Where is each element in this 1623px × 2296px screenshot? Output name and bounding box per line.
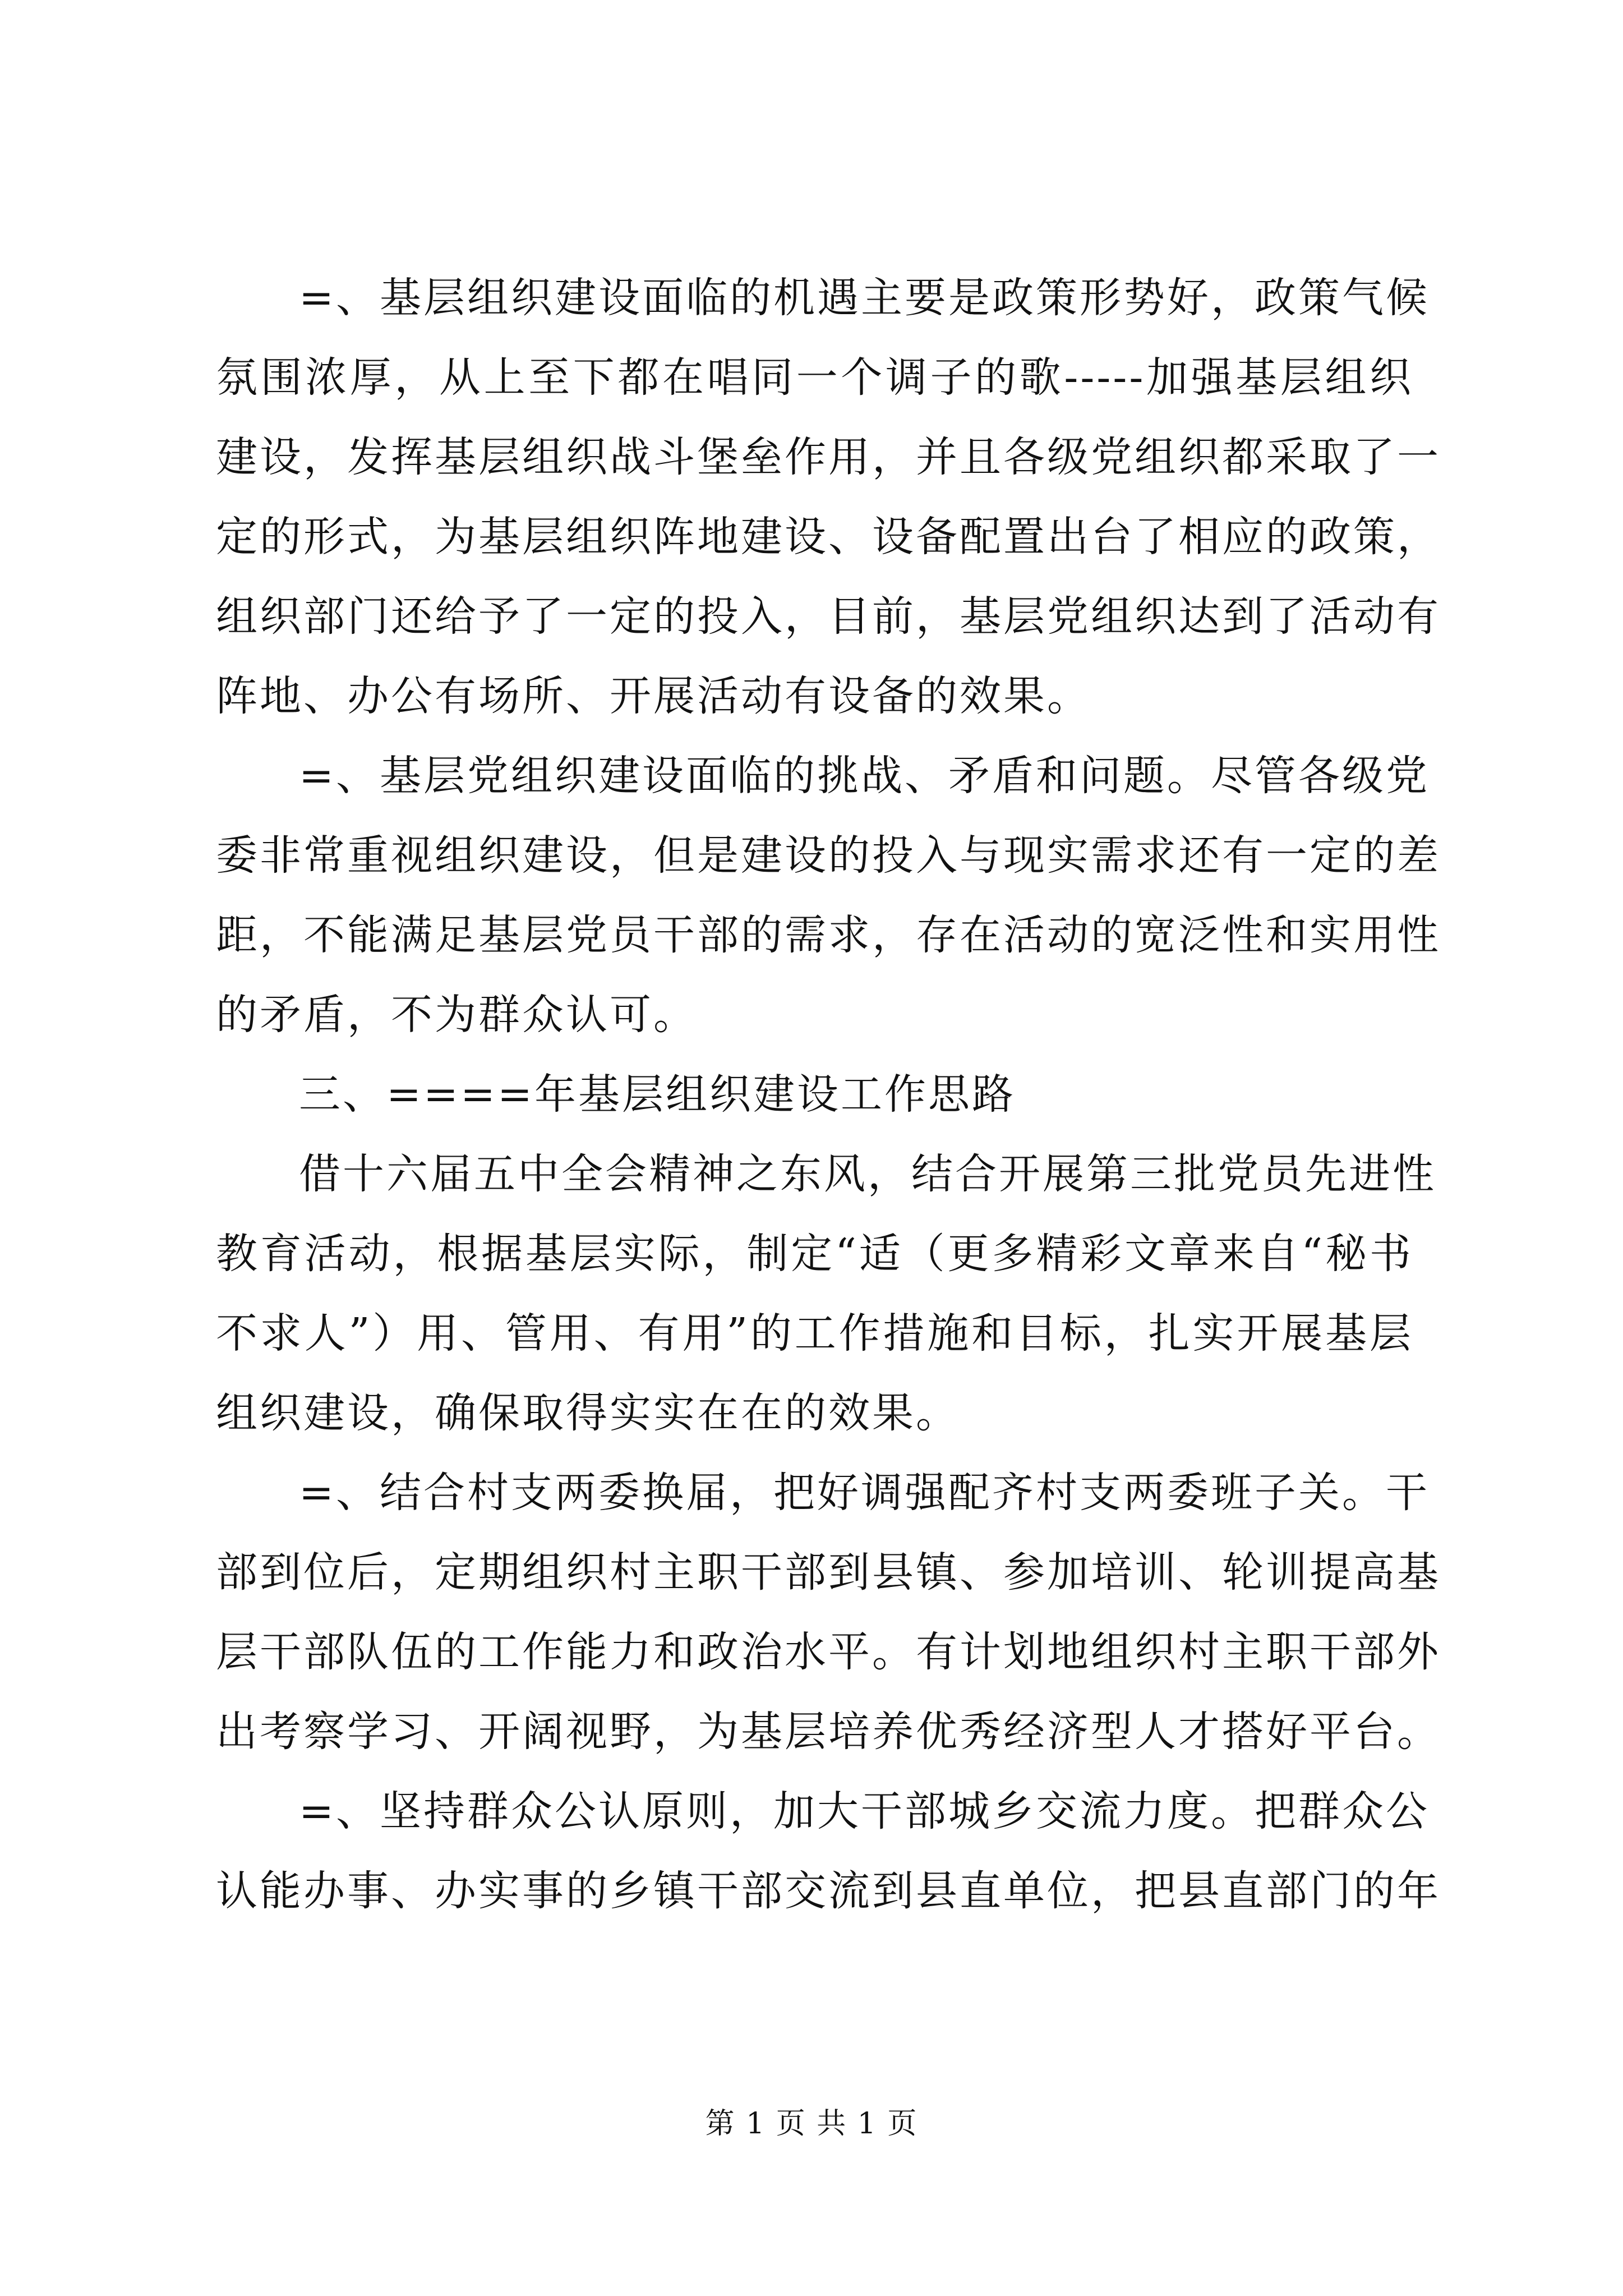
text-line: 教育活动，根据基层实际，制定“适（更多精彩文章来自“秘书 [216,1230,1413,1278]
text-line: =、基层组织建设面临的机遇主要是政策形势好，政策气候 [299,274,1430,322]
text-line: 出考察学习、开阔视野，为基层培养优秀经济型人才搭好平台。 [216,1708,1441,1756]
text-line: 组织部门还给予了一定的投入，目前，基层党组织达到了活动有 [216,592,1441,641]
text-line: 定的形式，为基层组织阵地建设、设备配置出台了相应的政策， [216,513,1441,561]
document-body [216,258,1441,1931]
text-line: 组织建设，确保取得实实在在的效果。 [216,1389,960,1437]
text-line: =、结合村支两委换届，把好调强配齐村支两委班子关。干 [299,1469,1430,1517]
text-line: 的矛盾，不为群众认可。 [216,991,697,1039]
text-line: 氛围浓厚，从上至下都在唱同一个调子的歌-----加强基层组织 [216,353,1413,402]
text-line: 建设，发挥基层组织战斗堡垒作用，并且各级党组织都采取了一 [216,433,1441,481]
text-line: 不求人”）用、管用、有用”的工作措施和目标，扎实开展基层 [216,1309,1413,1358]
text-line: 借十六届五中全会精神之东风，结合开展第三批党员先进性 [299,1150,1436,1198]
text-line: =、坚持群众公认原则，加大干部城乡交流力度。把群众公 [299,1787,1430,1835]
section-heading: 三、====年基层组织建设工作思路 [299,1070,1016,1119]
text-line: =、基层党组织建设面临的挑战、矛盾和问题。尽管各级党 [299,752,1430,800]
text-line: 委非常重视组织建设，但是建设的投入与现实需求还有一定的差 [216,831,1441,880]
text-line: 部到位后，定期组织村主职干部到县镇、参加培训、轮训提高基 [216,1548,1441,1596]
text-line: 认能办事、办实事的乡镇干部交流到县直单位，把县直部门的年 [216,1867,1441,1915]
text-line: 层干部队伍的工作能力和政治水平。有计划地组织村主职干部外 [216,1628,1441,1676]
text-line: 距，不能满足基层党员干部的需求，存在活动的宽泛性和实用性 [216,911,1441,959]
text-line: 阵地、办公有场所、开展活动有设备的效果。 [216,672,1091,720]
page-number-footer: 第 1 页 共 1 页 [705,2107,918,2141]
